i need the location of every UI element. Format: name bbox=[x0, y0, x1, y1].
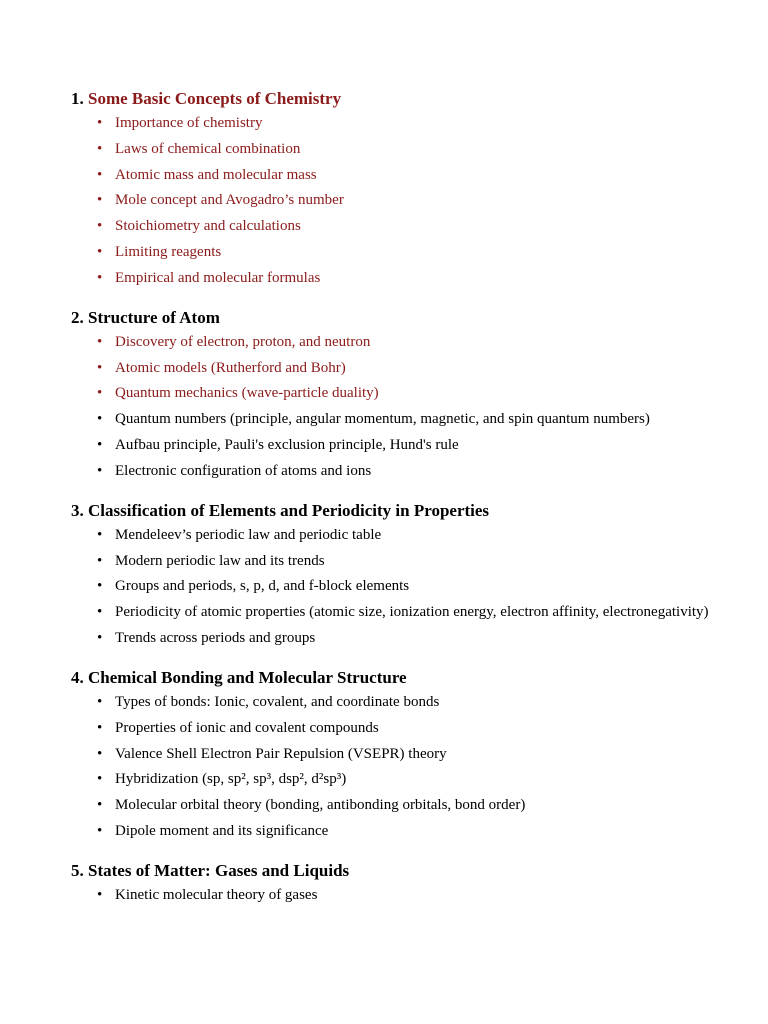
list-item: • Valence Shell Electron Pair Repulsion (VSEPR) theory bbox=[97, 745, 711, 764]
section-1 bbox=[71, 88, 711, 288]
list-item: • Empirical and molecular formulas bbox=[97, 269, 711, 288]
list-item: • Types of bonds: Ionic, covalent, and coordinate bonds bbox=[97, 693, 711, 712]
section-number: 5. bbox=[71, 860, 84, 880]
section-2 bbox=[71, 307, 711, 481]
section-title: Structure of Atom bbox=[88, 307, 220, 327]
topic-list bbox=[71, 886, 711, 905]
list-item: • Modern periodic law and its trends bbox=[97, 552, 711, 571]
list-item: • Periodicity of atomic properties (atomic size, ionization energy, electron affinity, electronegativity) bbox=[97, 603, 711, 622]
section-heading bbox=[71, 88, 711, 110]
list-item: • Aufbau principle, Pauli's exclusion principle, Hund's rule bbox=[97, 436, 711, 455]
section-5 bbox=[71, 860, 711, 905]
section-title: States of Matter: Gases and Liquids bbox=[88, 860, 350, 880]
section-title: Chemical Bonding and Molecular Structure bbox=[88, 667, 407, 687]
topic-list bbox=[71, 333, 711, 481]
section-heading bbox=[71, 860, 711, 882]
list-item: • Molecular orbital theory (bonding, antibonding orbitals, bond order) bbox=[97, 796, 711, 815]
list-item: • Mendeleev’s periodic law and periodic table bbox=[97, 526, 711, 545]
list-item: • Groups and periods, s, p, d, and f-block elements bbox=[97, 577, 711, 596]
section-number: 1. bbox=[71, 89, 84, 108]
list-item: • Limiting reagents bbox=[97, 243, 711, 262]
list-item: • Trends across periods and groups bbox=[97, 629, 711, 648]
list-item: • Electronic configuration of atoms and ions bbox=[97, 462, 711, 481]
section-3 bbox=[71, 500, 711, 648]
topic-list bbox=[71, 526, 711, 648]
topic-list bbox=[71, 114, 711, 288]
section-heading bbox=[71, 500, 711, 522]
list-item: • Stoichiometry and calculations bbox=[97, 217, 711, 236]
section-number: 2. bbox=[71, 307, 84, 327]
section-title: Classification of Elements and Periodicity in Properties bbox=[88, 500, 490, 520]
list-item: • Discovery of electron, proton, and neutron bbox=[97, 333, 711, 352]
topic-list bbox=[71, 693, 711, 841]
section-heading bbox=[71, 667, 711, 689]
list-item: • Quantum numbers (principle, angular momentum, magnetic, and spin quantum numbers) bbox=[97, 410, 711, 429]
document-page bbox=[71, 88, 711, 924]
list-item: • Laws of chemical combination bbox=[97, 140, 711, 159]
list-item: • Hybridization (sp, sp², sp³, dsp², d²sp³) bbox=[97, 770, 711, 789]
list-item: • Properties of ionic and covalent compounds bbox=[97, 719, 711, 738]
list-item: • Mole concept and Avogadro’s number bbox=[97, 191, 711, 210]
section-number: 3. bbox=[71, 500, 84, 520]
list-item: • Dipole moment and its significance bbox=[97, 822, 711, 841]
list-item: • Importance of chemistry bbox=[97, 114, 711, 133]
section-number: 4. bbox=[71, 667, 84, 687]
section-heading bbox=[71, 307, 711, 329]
list-item: • Kinetic molecular theory of gases bbox=[97, 886, 711, 905]
list-item: • Quantum mechanics (wave-particle duality) bbox=[97, 384, 711, 403]
list-item: • Atomic models (Rutherford and Bohr) bbox=[97, 359, 711, 378]
list-item: • Atomic mass and molecular mass bbox=[97, 166, 711, 185]
section-title: Some Basic Concepts of Chemistry bbox=[88, 89, 342, 108]
section-4 bbox=[71, 667, 711, 841]
